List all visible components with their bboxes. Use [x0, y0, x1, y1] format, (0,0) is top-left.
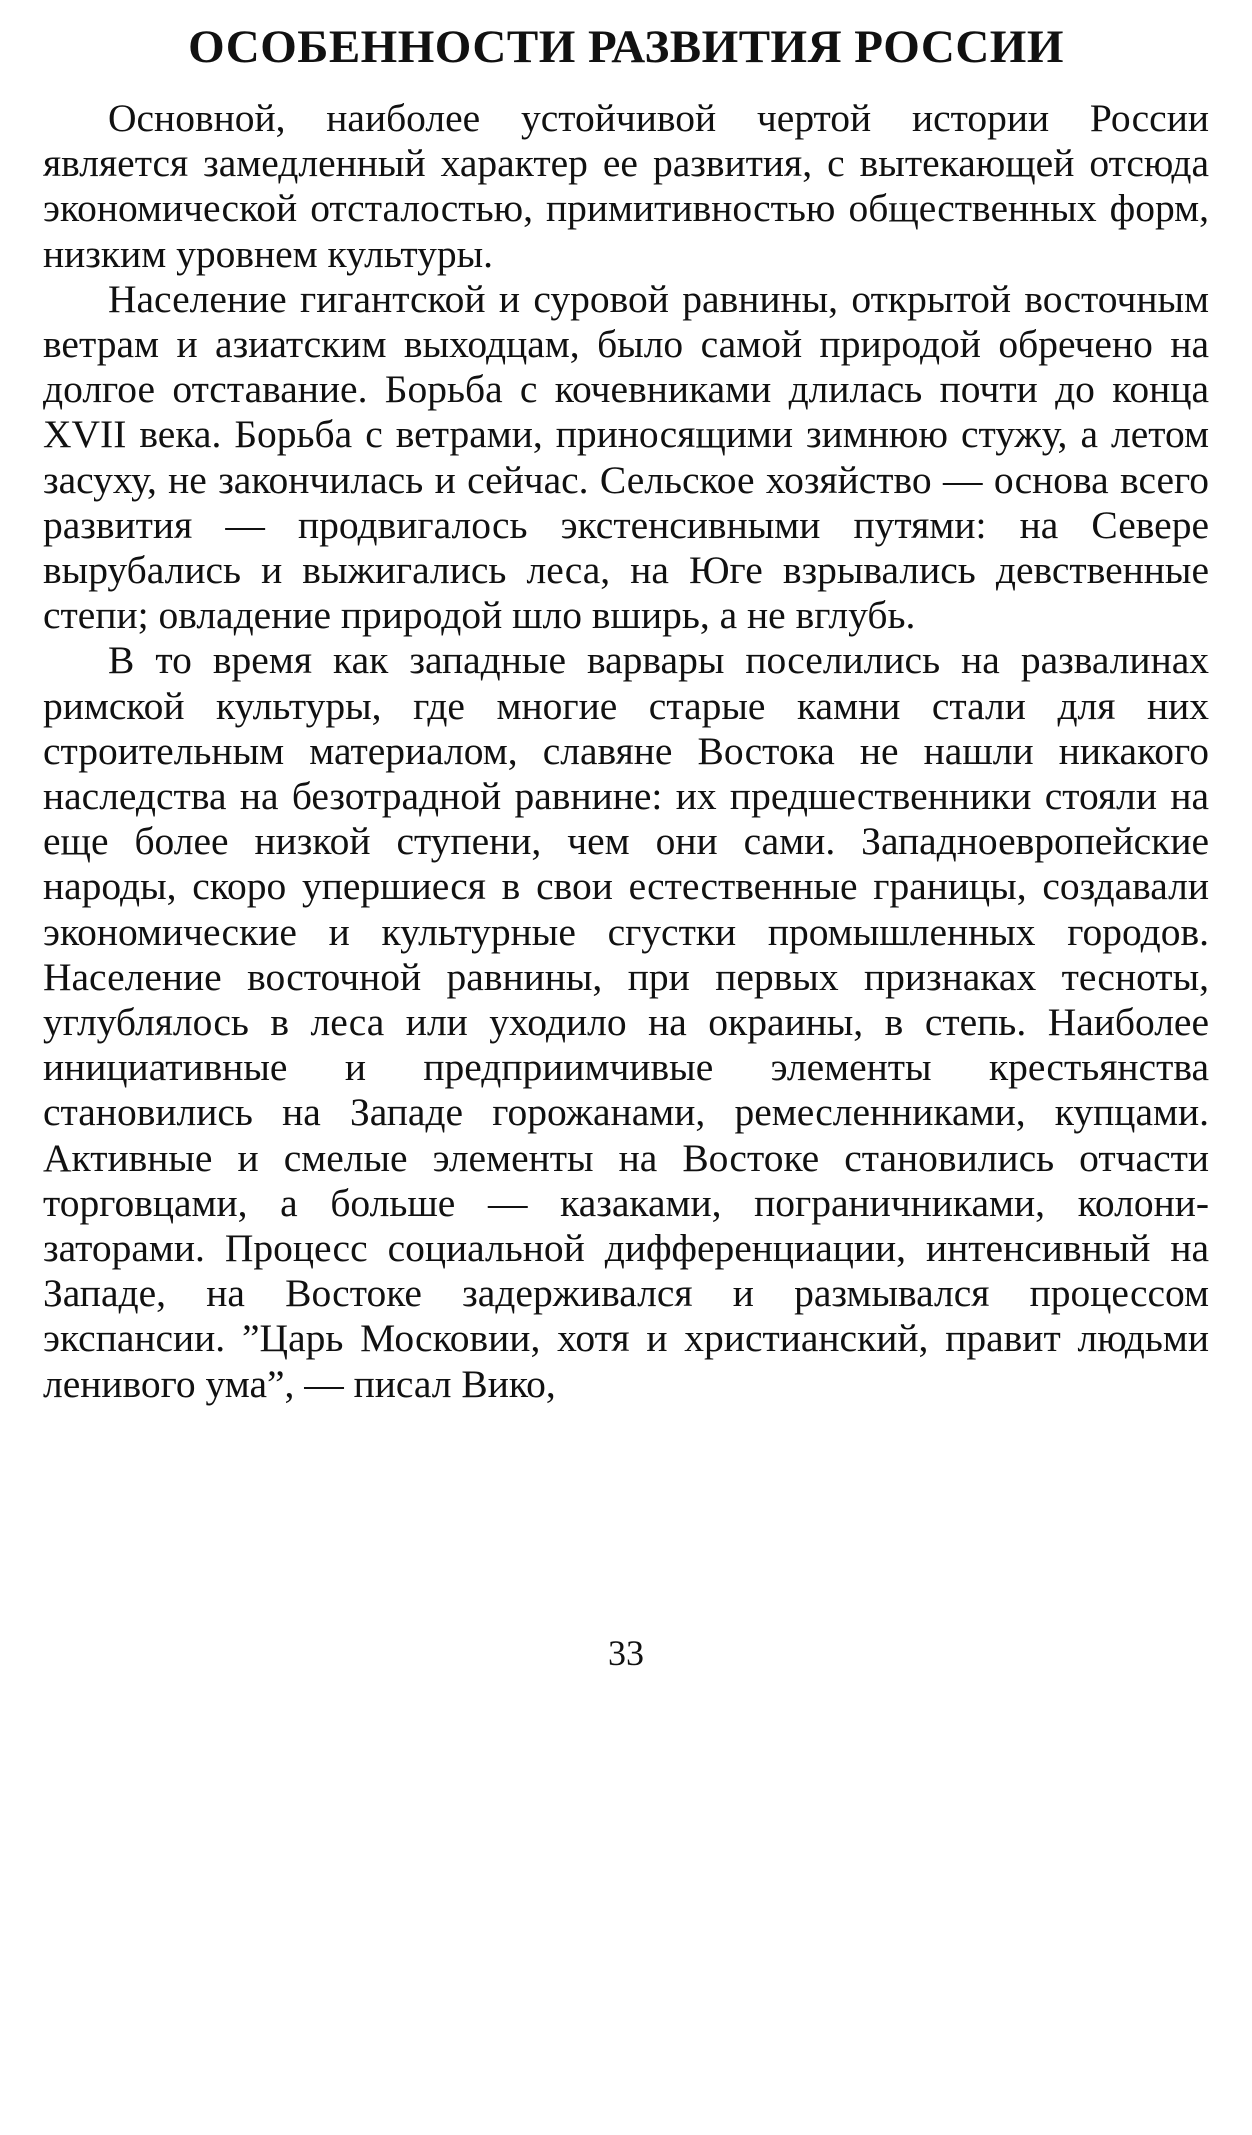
paragraph-3: В то время как западные варвары поселились на развалинах римской культуры, где многие старые камни стали для них строительным материалом, славяне Востока не нашли никакого наследства на безотрадной равнине: их предшественники стояли на еще более низкой ступени, чем они сами. Западноевропейские народы, скоро упершиеся в свои естественные границы, создавали экономические и культурные сгустки промышленных городов. Население восточной равнины, при первых признаках тесноты, углублялось в леса или уходило на окраины, в степь. Наиболее инициативные и предприимчивые элементы крестьянства становились на Западе горожанами, ремесленниками, купцами. Активные и смелые элементы на Востоке становились отчасти торговцами, а больше — казаками, пограничниками, колонизаторами. Процесс социальной дифференциации, интенсивный на Западе, на Востоке задерживался и размывался процессом экспансии. ”Царь Московии, хотя и христианский, правит людьми ленивого ума”, — писал Вико,: [43, 638, 1209, 1406]
document-page: [43, 18, 1209, 1673]
body-text: [43, 96, 1209, 1407]
page-number: 33: [608, 1633, 644, 1673]
paragraph-2: Население гигантской и суровой равнины, открытой восточным ветрам и азиатским выходцам, было самой природой обречено на долгое отставание. Борьба с кочевниками длилась почти до конца XVII века. Борьба с ветрами, приносящими зимнюю стужу, а летом засуху, не закончилась и сейчас. Сельское хозяйство — основа всего развития — продвигалось экстенсивными путями: на Севере вырубались и выжигались леса, на Юге взрывались девственные степи; овладение природой шло вширь, а не вглубь.: [43, 276, 1209, 638]
paragraph-1: Основной, наиболее устойчивой чертой истории России является замедленный характер ее развития, с вытекающей отсюда экономической отсталостью, примитивностью общественных форм, низким уровнем культуры.: [43, 96, 1209, 276]
page-title: ОСОБЕННОСТИ РАЗВИТИЯ РОССИИ: [188, 21, 1064, 73]
